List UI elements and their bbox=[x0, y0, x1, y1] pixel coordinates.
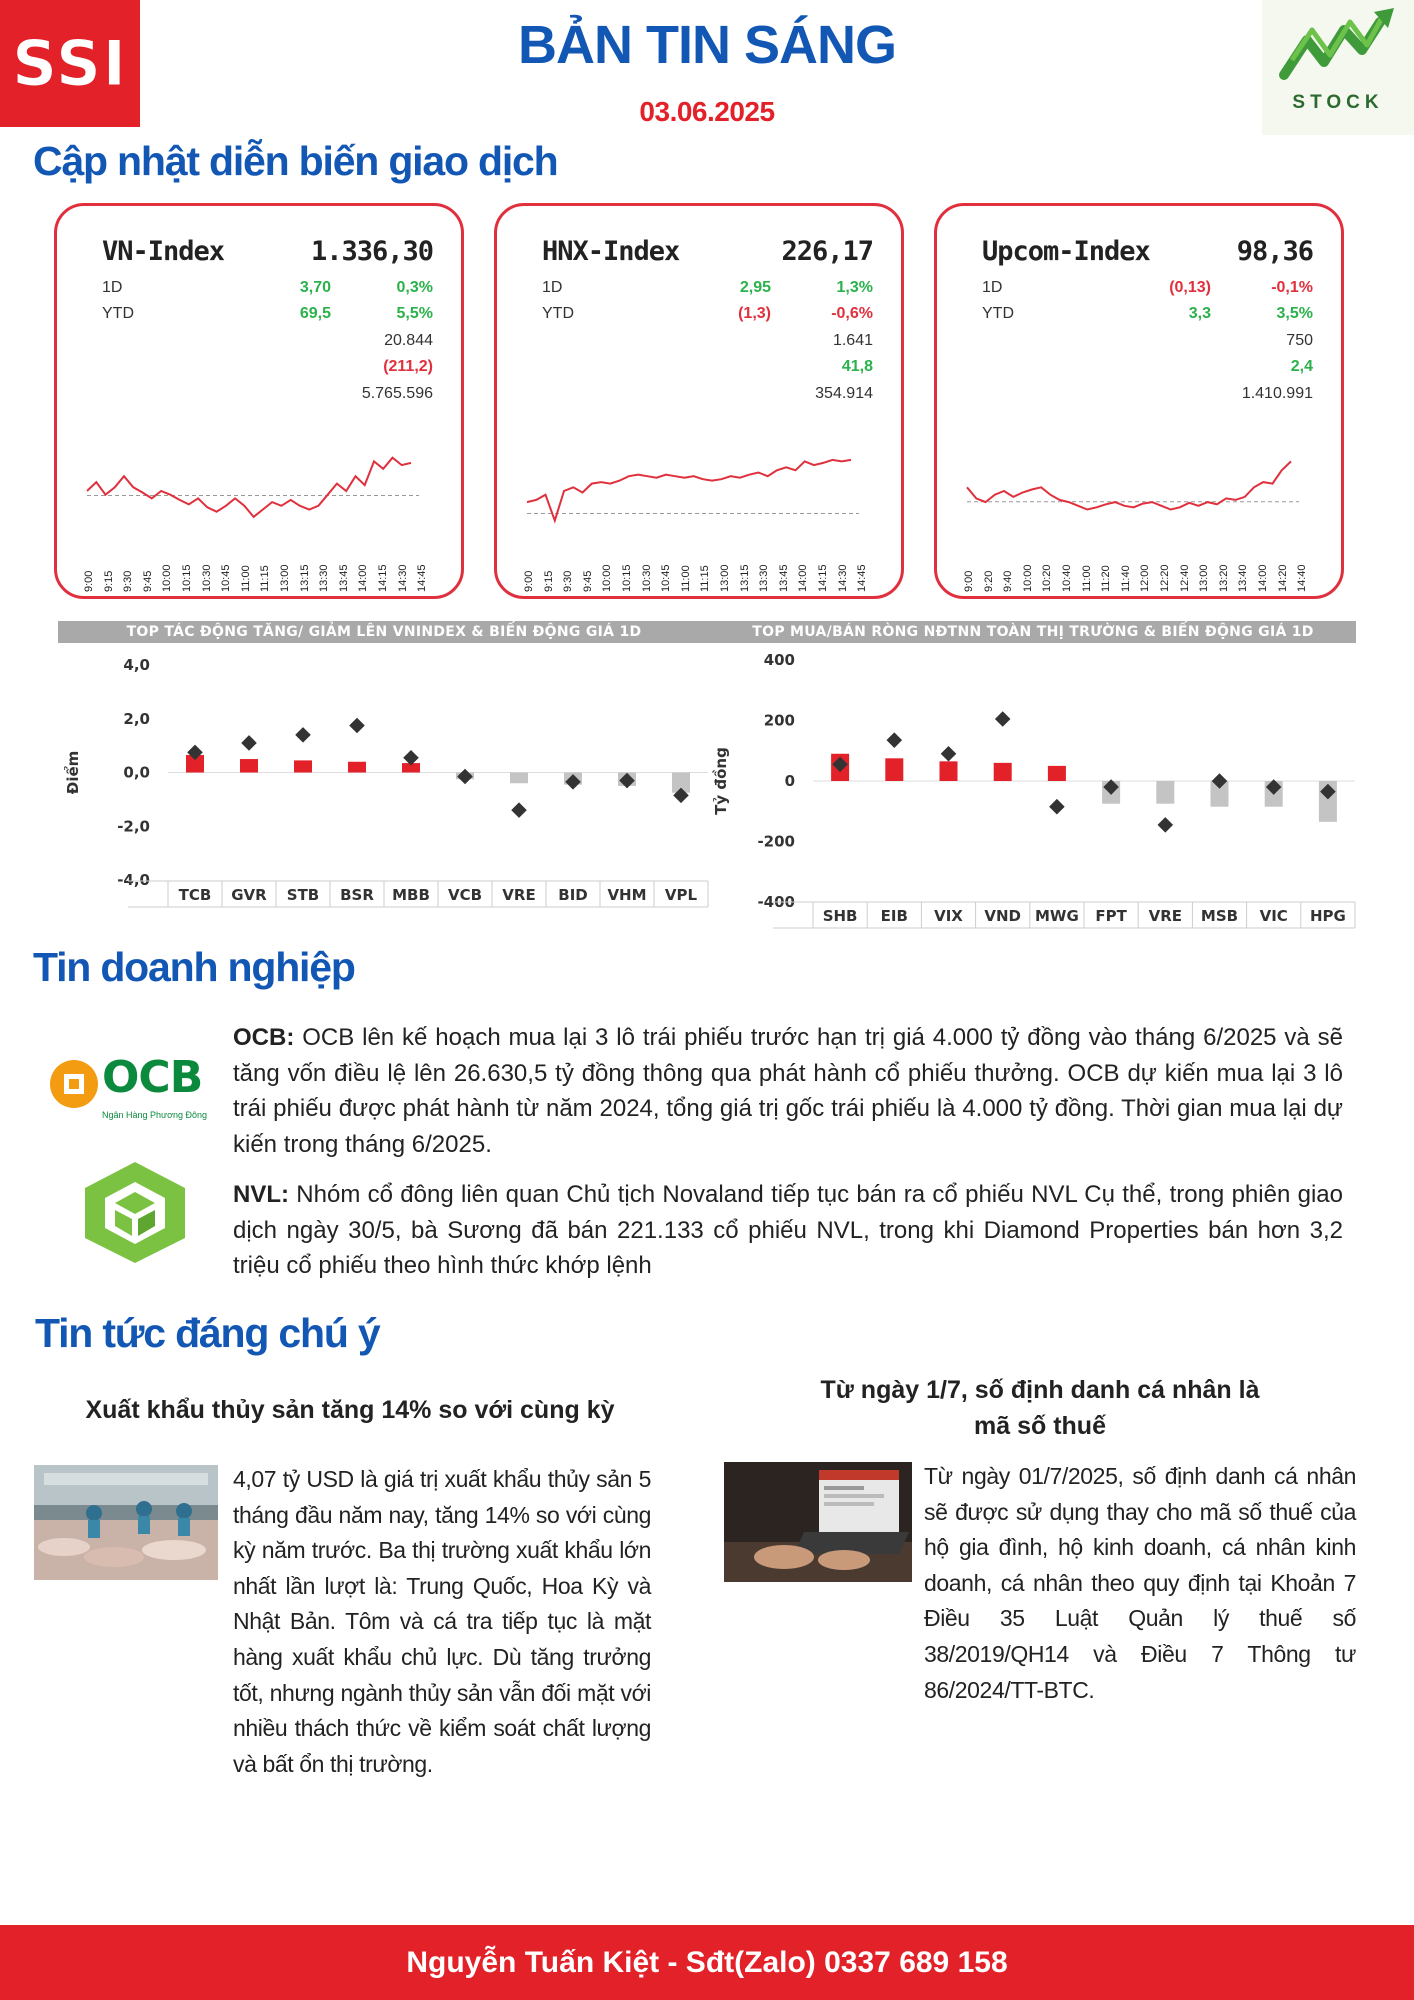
index-row-gtgd bbox=[982, 332, 1313, 356]
time-tick: 9:00 bbox=[83, 570, 95, 592]
time-tick: 10:45 bbox=[660, 564, 673, 592]
row-value-gtgd: 20.844 bbox=[384, 332, 433, 349]
time-tick: 13:00 bbox=[1198, 564, 1211, 592]
time-tick: 13:45 bbox=[777, 564, 790, 592]
nvl-news bbox=[233, 1177, 1343, 1284]
time-tick: 11:00 bbox=[1080, 565, 1093, 592]
time-tick: 9:15 bbox=[102, 570, 115, 592]
time-tick: 11:15 bbox=[699, 565, 712, 592]
ocb-ticker: OCB: bbox=[233, 1024, 295, 1051]
y-tick-label: 4,0 bbox=[123, 656, 150, 674]
index-card-hnx-index bbox=[494, 203, 904, 599]
intraday-sparkline bbox=[79, 446, 439, 536]
article-1-title: Xuất khẩu thủy sản tăng 14% so với cùng kỳ bbox=[85, 1396, 615, 1424]
category-label: VND bbox=[984, 907, 1022, 925]
time-tick: 14:45 bbox=[856, 564, 869, 592]
marker-vix bbox=[941, 746, 957, 762]
stock-logo bbox=[1262, 0, 1414, 135]
nvl-news-text: Nhóm cổ đông liên quan Chủ tịch Novaland tiếp tục bán ra cổ phiếu NVL Cụ thể, trong phiên giao dịch ngày 30/5, bà Sương đã bán 221.133 cổ phiếu NVL, trong khi Diamond Properties bán hơn 3,2 triệu cổ phiếu theo hình thức khớp lệnh bbox=[233, 1181, 1343, 1279]
index-row-gtgd bbox=[102, 332, 433, 356]
chart-1-title: TOP TÁC ĐỘNG TĂNG/ GIẢM LÊN VNINDEX & BIẾN ĐỘNG GIÁ 1D bbox=[58, 621, 710, 643]
index-row-ytd bbox=[982, 305, 1313, 329]
article-2-title-line1: Từ ngày 1/7, số định danh cá nhân là bbox=[820, 1376, 1260, 1404]
row-label-d1: 1D bbox=[982, 279, 1003, 296]
bar-stb bbox=[294, 760, 312, 772]
row-pct-d1: 1,3% bbox=[836, 279, 873, 296]
bar-vre bbox=[510, 773, 528, 784]
row-points-ytd: 69,5 bbox=[299, 305, 331, 322]
index-row-d1 bbox=[982, 279, 1313, 303]
row-label-d1: 1D bbox=[102, 279, 123, 296]
time-tick: 14:45 bbox=[416, 564, 429, 592]
category-label: FPT bbox=[1095, 907, 1127, 925]
row-points-ytd: 3,3 bbox=[1188, 305, 1211, 322]
bar-vre bbox=[1156, 781, 1174, 804]
index-value: 1.336,30 bbox=[310, 236, 433, 267]
index-name: VN-Index bbox=[102, 236, 225, 267]
category-label: EIB bbox=[880, 907, 908, 925]
time-tick: 14:30 bbox=[396, 564, 409, 592]
intraday-sparkline bbox=[519, 446, 879, 536]
time-tick: 10:40 bbox=[1061, 564, 1073, 592]
row-value-cap: 354.914 bbox=[815, 385, 873, 402]
bar-vix bbox=[940, 761, 958, 781]
time-tick: 12:00 bbox=[1139, 564, 1152, 592]
y-tick-label: 2,0 bbox=[123, 709, 150, 728]
time-tick: 9:15 bbox=[542, 570, 555, 592]
y-axis-label: Điểm bbox=[64, 750, 82, 795]
y-tick-label: -2,0 bbox=[117, 817, 150, 836]
time-tick: 14:20 bbox=[1276, 564, 1289, 592]
y-tick-label: -400 bbox=[757, 893, 795, 911]
y-tick-label: -4,0 bbox=[117, 871, 150, 889]
time-tick: 13:20 bbox=[1217, 564, 1230, 592]
y-tick-label: 0 bbox=[784, 772, 795, 790]
marker-gvr bbox=[241, 735, 257, 751]
index-row-cap bbox=[542, 385, 873, 409]
row-label-ytd: YTD bbox=[542, 305, 574, 322]
time-axis bbox=[957, 554, 1337, 594]
category-label: VRE bbox=[1148, 907, 1183, 925]
time-tick: 9:20 bbox=[982, 570, 995, 592]
ocb-news bbox=[233, 1020, 1343, 1162]
category-label: VHM bbox=[607, 886, 647, 904]
stock-chart-icon bbox=[1262, 0, 1414, 92]
index-row-d1 bbox=[102, 279, 433, 303]
laptop-photo bbox=[724, 1462, 912, 1582]
bar-mwg bbox=[1048, 766, 1066, 781]
foreign-net-chart bbox=[710, 645, 1360, 935]
index-row-ndtnn bbox=[102, 358, 433, 382]
row-value-ndtnn: 2,4 bbox=[1290, 358, 1313, 375]
time-tick: 13:45 bbox=[337, 564, 350, 592]
time-tick: 14:40 bbox=[1296, 564, 1309, 592]
y-axis-label: Tỷ đồng bbox=[712, 747, 730, 815]
time-axis bbox=[77, 554, 457, 594]
marker-eib bbox=[887, 732, 903, 748]
row-value-cap: 5.765.596 bbox=[361, 385, 433, 402]
row-value-ndtnn: 41,8 bbox=[841, 358, 873, 375]
ocb-logo bbox=[46, 1052, 207, 1126]
article-2-title-line2: mã số thuế bbox=[974, 1412, 1106, 1440]
time-tick: 12:40 bbox=[1178, 564, 1191, 592]
category-label: BSR bbox=[340, 886, 374, 904]
index-row-cap bbox=[102, 385, 433, 409]
row-pct-ytd: 3,5% bbox=[1276, 305, 1313, 322]
category-label: VPL bbox=[664, 886, 698, 904]
row-value-gtgd: 1.641 bbox=[832, 332, 873, 349]
time-tick: 13:30 bbox=[758, 564, 771, 592]
row-pct-d1: 0,3% bbox=[396, 279, 433, 296]
time-tick: 10:30 bbox=[200, 564, 213, 592]
y-tick-label: 400 bbox=[763, 651, 795, 669]
category-label: GVR bbox=[231, 886, 267, 904]
time-tick: 11:40 bbox=[1119, 565, 1132, 592]
article-2-title bbox=[720, 1372, 1360, 1444]
time-tick: 14:15 bbox=[377, 564, 389, 592]
index-row-ytd bbox=[542, 305, 873, 329]
time-tick: 13:15 bbox=[738, 564, 751, 592]
time-tick: 9:00 bbox=[523, 570, 535, 592]
bar-gvr bbox=[240, 759, 258, 772]
category-label: VCB bbox=[447, 886, 483, 904]
row-pct-d1: -0,1% bbox=[1271, 279, 1313, 296]
ssi-logo-text: SSI bbox=[12, 27, 128, 100]
row-value-cap: 1.410.991 bbox=[1241, 385, 1313, 402]
row-value-gtgd: 750 bbox=[1286, 332, 1313, 349]
marker-bsr bbox=[349, 718, 365, 734]
time-tick: 10:30 bbox=[640, 564, 653, 592]
time-tick: 14:00 bbox=[1257, 564, 1269, 592]
time-tick: 11:15 bbox=[259, 565, 272, 592]
page-date: 03.06.2025 bbox=[639, 96, 775, 127]
row-points-ytd: (1,3) bbox=[738, 305, 771, 322]
marker-vcb bbox=[457, 769, 473, 785]
nvl-ticker: NVL: bbox=[233, 1181, 289, 1208]
nvl-logo-mark bbox=[80, 1160, 190, 1265]
vnindex-impact-chart bbox=[58, 645, 710, 915]
time-tick: 10:00 bbox=[601, 564, 614, 592]
time-tick: 11:20 bbox=[1100, 565, 1113, 592]
time-tick: 14:15 bbox=[817, 564, 829, 592]
time-tick: 13:00 bbox=[279, 564, 291, 592]
index-name: HNX-Index bbox=[542, 236, 680, 267]
time-tick: 14:30 bbox=[836, 564, 849, 592]
time-tick: 13:30 bbox=[318, 564, 331, 592]
bar-vnd bbox=[994, 763, 1012, 781]
bar-bsr bbox=[348, 762, 366, 773]
index-name: Upcom-Index bbox=[982, 236, 1150, 267]
index-value: 98,36 bbox=[1236, 236, 1313, 267]
time-tick: 10:00 bbox=[1021, 564, 1034, 592]
index-row-cap bbox=[982, 385, 1313, 409]
time-tick: 9:30 bbox=[562, 570, 575, 592]
ocb-logo-text: OCB bbox=[102, 1052, 203, 1103]
row-label-ytd: YTD bbox=[982, 305, 1014, 322]
article-1-body: 4,07 tỷ USD là giá trị xuất khẩu thủy sản 5 tháng đầu năm nay, tăng 14% so với cùng kỳ năm trước. Ba thị trường xuất khẩu lớn nhất lần lượt là: Trung Quốc, Hoa Kỳ và Nhật Bản. Tôm và cá tra tiếp tục là mặt hàng xuất khẩu chủ lực. Dù tăng trưởng tốt, nhưng ngành thủy sản vẫn đối mặt với nhiều thách thức về kiểm soát chất lượng và bất ổn thị trường. bbox=[233, 1466, 651, 1777]
time-tick: 11:00 bbox=[239, 565, 252, 592]
y-tick-label: -200 bbox=[757, 832, 795, 851]
footer-contact: Nguyễn Tuấn Kiệt - Sđt(Zalo) 0337 689 158 bbox=[0, 1925, 1414, 2000]
chart-2-title: TOP MUA/BÁN RÒNG NĐTNN TOÀN THỊ TRƯỜNG & BIẾN ĐỘNG GIÁ 1D bbox=[710, 621, 1356, 643]
index-card-upcom-index bbox=[934, 203, 1344, 599]
time-tick: 11:00 bbox=[679, 565, 692, 592]
category-label: MWG bbox=[1035, 907, 1079, 925]
nvl-logo bbox=[80, 1160, 190, 1265]
row-label-d1: 1D bbox=[542, 279, 563, 296]
index-value: 226,17 bbox=[781, 236, 873, 267]
stock-logo-text: STOCK bbox=[1292, 92, 1384, 113]
marker-vre bbox=[1158, 817, 1174, 833]
category-label: VRE bbox=[502, 886, 536, 904]
bar-eib bbox=[885, 758, 903, 781]
ocb-news-text: OCB lên kế hoạch mua lại 3 lô trái phiếu trước hạn trị giá 4.000 tỷ đồng vào tháng 6/2025 và sẽ tăng vốn điều lệ lên 26.630,5 tỷ đồng thông qua phát hành cổ phiếu thưởng. OCB dự kiến mua lại 3 lô trái phiếu được phát hành từ năm 2024, tổng giá trị gốc trái phiếu là 4.000 tỷ đồng. Thời gian mua lại dự kiến trong tháng 6/2025. bbox=[233, 1024, 1343, 1158]
row-points-d1: 3,70 bbox=[299, 279, 331, 296]
category-label: TCB bbox=[178, 886, 212, 904]
row-points-d1: (0,13) bbox=[1169, 279, 1211, 296]
time-tick: 10:15 bbox=[181, 564, 193, 592]
trading-heading: Cập nhật diễn biến giao dịch bbox=[33, 138, 558, 184]
category-label: MBB bbox=[392, 886, 430, 904]
row-value-ndtnn: (211,2) bbox=[383, 358, 433, 375]
time-tick: 10:45 bbox=[220, 564, 233, 592]
notable-news-heading: Tin tức đáng chú ý bbox=[35, 1310, 380, 1356]
index-row-ytd bbox=[102, 305, 433, 329]
category-label: HPG bbox=[1309, 907, 1346, 925]
time-tick: 14:00 bbox=[357, 564, 370, 592]
marker-stb bbox=[295, 727, 311, 743]
y-tick-label: 0,0 bbox=[123, 763, 150, 782]
index-card-vn-index bbox=[54, 203, 464, 599]
category-label: SHB bbox=[822, 907, 858, 925]
row-label-ytd: YTD bbox=[102, 305, 134, 322]
category-label: MSB bbox=[1200, 907, 1239, 925]
index-row-d1 bbox=[542, 279, 873, 303]
index-row-gtgd bbox=[542, 332, 873, 356]
y-tick-label: 200 bbox=[763, 711, 795, 730]
marker-vre bbox=[511, 802, 527, 818]
article-2-body: Từ ngày 01/7/2025, số định danh cá nhân sẽ được sử dụng thay cho mã số thuế của hộ gia đình, hộ kinh doanh, cá nhân kinh doanh, cá nhân theo quy định tại Khoản 7 Điều 35 Luật Quản lý thuế số 38/2019/QH14 và Điều 7 Thông tư 86/2024/TT-BTC. bbox=[924, 1463, 1356, 1703]
time-axis bbox=[517, 554, 897, 594]
time-tick: 9:45 bbox=[581, 570, 594, 592]
index-row-ndtnn bbox=[542, 358, 873, 382]
time-tick: 14:00 bbox=[797, 564, 810, 592]
company-news-heading: Tin doanh nghiệp bbox=[33, 944, 355, 990]
category-label: BID bbox=[558, 886, 588, 904]
marker-vnd bbox=[995, 711, 1011, 727]
time-tick: 10:15 bbox=[621, 564, 633, 592]
category-label: VIC bbox=[1259, 907, 1288, 925]
index-line bbox=[87, 458, 411, 517]
page-title: BẢN TIN SÁNG bbox=[518, 15, 896, 75]
time-tick: 9:40 bbox=[1002, 570, 1015, 592]
marker-mwg bbox=[1049, 799, 1065, 815]
time-tick: 9:30 bbox=[122, 570, 135, 592]
time-tick: 9:00 bbox=[963, 570, 975, 592]
time-tick: 13:15 bbox=[298, 564, 311, 592]
ocb-logo-subtext: Ngân Hàng Phương Đông bbox=[102, 1110, 207, 1120]
category-label: STB bbox=[286, 886, 320, 904]
time-tick: 13:00 bbox=[719, 564, 731, 592]
time-tick: 10:20 bbox=[1041, 564, 1054, 592]
row-pct-ytd: 5,5% bbox=[396, 305, 433, 322]
category-label: VIX bbox=[934, 907, 963, 925]
time-tick: 10:00 bbox=[161, 564, 174, 592]
row-pct-ytd: -0,6% bbox=[831, 305, 873, 322]
time-tick: 13:40 bbox=[1237, 564, 1250, 592]
time-tick: 12:20 bbox=[1159, 564, 1171, 592]
row-points-d1: 2,95 bbox=[739, 279, 771, 296]
seafood-factory-photo bbox=[34, 1465, 218, 1580]
intraday-sparkline bbox=[959, 446, 1319, 536]
index-line bbox=[527, 460, 851, 521]
index-row-ndtnn bbox=[982, 358, 1313, 382]
time-tick: 9:45 bbox=[141, 570, 154, 592]
